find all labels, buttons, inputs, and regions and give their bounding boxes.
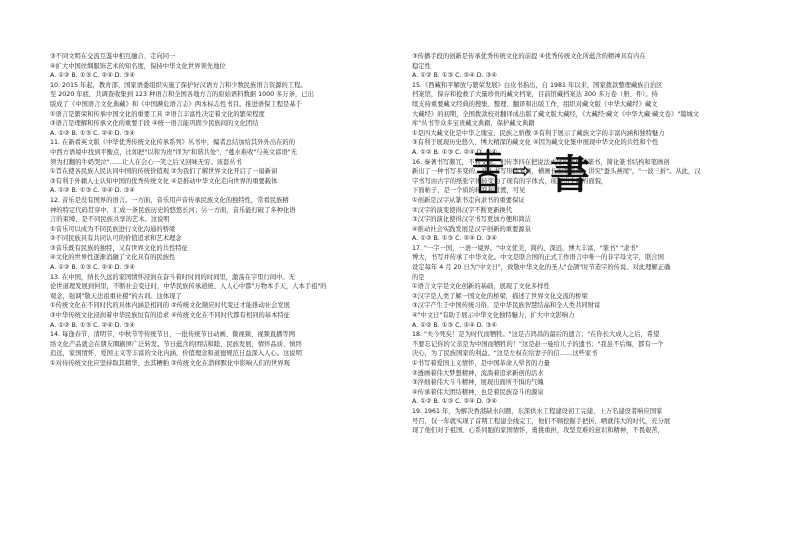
text-line: 言的束缚，是不同民族共享的艺术。这说明 — [50, 216, 170, 224]
text-line: 稳定性 — [412, 62, 431, 70]
text-line: ④文化的世界性逐渐消融了文化具有的民族性 — [50, 254, 176, 262]
text-line: ④扩大中国丝绸服饰艺术的知名度，保持中华文化世界领先地位 — [50, 62, 226, 70]
text-line: 12. 音乐是没有国界的语言。一方面，音乐用声音传承民族文化的独特性，常看民族精 — [50, 196, 289, 204]
clerical-script-glyph: 書 — [550, 151, 590, 196]
text-line: ①音乐可以成为不同民族进行文化沟通的桥梁 — [50, 225, 176, 233]
text-line: A. ①② B. ①③ C. ②④ D. ③④ — [50, 72, 135, 80]
text-line: ①书写着爱国主义情怀，是中国革命人晕省的力量 — [412, 360, 550, 367]
text-line: 19. 1961 年，为解决香港缺水问题，东深供水工程建设初工完建，上万名建设者响应国家 — [412, 407, 663, 415]
text-line: A. ①② B. ①③ C. ②④ D. ③④ — [50, 321, 135, 329]
left-column — [50, 52, 388, 369]
text-line: ③有利于外籍人士认知中国的优秀传统文化 ④是推动中华文化走向世界的重要载体 — [50, 177, 278, 185]
text-line: ①语言文字是文化创新的基础，展现了文化多样性 — [412, 283, 550, 291]
text-line: ④推动社会实践发展是汉字创新的重要源泉 — [412, 225, 531, 233]
text-line: 决心，为了民族国家的利益。"这是左权在给妻子的信……这些家书 — [412, 350, 598, 358]
text-line: 17. "一字一国，一语一境界。"中文优美、简约、深远，博大丰富，"篆书" "隶书" — [412, 244, 639, 252]
text-line: ①是四大藏文化是中华之瑰宝、民族之骄傲 ②有利于展示了藏族文字的丰富内涵和独特魅力 — [412, 129, 665, 137]
text-line: 新出了一种书写多变的，减小书写形体笔画，横画长而宽直截，讲究"蚕头燕尾"，"一波三折"。从此，汉 — [412, 168, 701, 176]
text-line: 须为打翻的牛奶哭泣"……让人在会心一笑之后又回味无穷。该套丛书 — [50, 158, 242, 166]
text-line: A. ①② B. ①③ C. ②④ D. ③④ — [412, 235, 497, 243]
text-line: 大藏经》的初期，全国拨款校对翻译成出版了藏文版大藏经，《大藏经·藏文《中华大藏·藏文卷》"篇城文 — [412, 110, 700, 118]
text-line: 下面帖子，是一个质的转变和过渡，可见 — [412, 187, 526, 195]
text-line: ③不同文明在交流互鉴中相互融合、走向同一 — [50, 53, 176, 60]
text-line: 现了他们对于祖国、心系同胞的家国情怀，勇挑重担，攻坚克难的意识和精神，不畏艰苦， — [412, 427, 664, 435]
text-line: 追远，家国情怀、爱国主义等丰富的文化内涵，价值理念和道德规范日益深入人心。这说明 — [50, 350, 302, 358]
text-line: ③有利于展现历史悠久、博大精深的藏文化 ④因为藏文化集中展现中华文化的共性和个性 — [412, 139, 659, 147]
text-line: ①旨在使各民族人民认同中国的传统价值观 ②为我们了解世界文化开启了一扇新窗 — [50, 168, 278, 176]
text-line: ④传承着伟大团结精神，也是着民族奋斗的源泉 — [412, 388, 544, 396]
text-line: 不要忘记你的父亲是为中国而牺牲的！"这是赵一曼给儿子的遗书；"我虽不后悔，都有一个 — [412, 340, 664, 348]
text-line: 字书写由古字的纸张字体转变为了现有的字体式，现现出全新的面貌， — [412, 177, 608, 185]
right-column — [412, 52, 750, 436]
text-line: ②汉字的演变使得汉字不断更新换代 — [412, 206, 513, 214]
text-line: 10. 2015 年起，教育部、国家语委组织实施了保护好汉语方言和少数民族语言资源的工程。 — [50, 81, 307, 89]
text-line: 论世道理发展到何里，不断社会变迁时，中华民族传承道统、人人心中都"万物本手天，人本手祖"的 — [50, 283, 327, 291]
text-line: 18. "夫今死矣！是为时代而牺牲。"这是吉鸿昌的最后的遗言；"在你长大成人之后，希望 — [412, 331, 660, 339]
text-line: 续支持重要藏文经典的搜集、整理、翻译和出版工作，组织对藏文版《中华大藏经》藏文 — [412, 100, 658, 108]
text-line: ③音乐既有民族的独特，又有世界文化的共性特征 — [50, 244, 188, 252]
text-line: 档案馆，保存和抢救了大量珍贵的藏文档案，目前馆藏档案达 300 多万卷（册、件）。持 — [412, 91, 658, 99]
text-line: 库"丛书等众多宝贵藏文典籍，保护藏文典籍 — [412, 120, 535, 128]
text-line: ①创新是汉字从篆书走向隶书的重要保证 — [412, 196, 525, 204]
text-line: ①对待传统文化应坚持取其精华、去其糟粕 ②传统文化在潜移默化中影响人们的世界观 — [50, 360, 290, 367]
exam-page — [50, 52, 750, 512]
text-line: ③语言是理解和传承文化的重要手段 ④统一语言能巩固少民族间的文化团结 — [50, 120, 259, 128]
text-line: ②透画着伟大梦想精神，流淌着追求新创的活水 — [412, 369, 544, 377]
text-line: 观念，强调"敬天法祖重社稷"的古训。这体现了 — [50, 292, 182, 300]
seal-to-clerical-figure — [458, 148, 608, 196]
text-line: 号召，仅一年就实现了首期工程建全线完工，他们不顾挖掘手把折，晒就伟大的时代，充分展 — [412, 417, 671, 425]
text-line: A. ①② B. ①③ C. ②④ D. ③④ — [50, 187, 135, 195]
text-line: A. ①② B. ①③ C. ②④ D. ③④ — [412, 398, 497, 406]
text-line: A. ①② B. ①③ C. ②④ D. ③④ — [50, 129, 135, 137]
seal-script-glyph — [474, 150, 502, 192]
text-line: ③中华传统文化浸润着中华民族恒有的追求 ④传统文化在不同时代都有相同的基本特征 — [50, 312, 290, 320]
text-line: ④"中文日"有助于展示中华文化独特魅力，扩大中文影响力 — [412, 312, 575, 320]
text-line: 的是 — [412, 273, 425, 281]
text-line: 13. 在中国，纳长久远的家国情怀浸润在奋斗着时时间的时间里，激荡在字里行间中。无 — [50, 273, 296, 281]
script-evolution-graphic — [458, 148, 608, 196]
text-line: 络文化产品就会在朋友圈刷屏广泛转发。节日蕴含的团结和睦、民族发展，情怀品质、慎终 — [50, 340, 302, 348]
text-line: ②汉字是人类了解一国文化的桥梁，描述了世界文化交流的桥梁 — [412, 292, 588, 300]
text-line: 15.《西藏和平解放与繁荣发展》白皮书指出，自 1981 年以来，国家拨款整理藏族自治区 — [412, 81, 663, 89]
text-line: 11. 在新看英文版《中华优秀传统文化传承系列》丛书中，编者总结加给其外外出在的的 — [50, 139, 296, 147]
text-line: A. ①② B. ①③ C. ②④ D. ③④ — [412, 321, 497, 329]
text-line: A. ①② B. ①③ C. ②④ D. ③④ — [412, 148, 497, 156]
text-line: ①传统文化在不同时代的具体内涵是相同的 ②传统文化顺应时代变迁才能推动社会发展 — [50, 302, 290, 310]
text-line: ③传播手段的创新是传承优秀传统文化的前提 ④优秀传统文化所蕴含的精神具有内在 — [412, 53, 646, 60]
text-line: 博大，书写并传承了中华文化。中文是联合国的正式工作语言中唯一的非字母文字，联合国 — [412, 254, 664, 262]
text-line: 版成了《中国语言文化典藏》和《中国濒危语言志》两本标志性书目。推进语保工程是基于 — [50, 100, 302, 108]
text-line: ②不同民族具有共同认可的价值追求和艺术理念 — [50, 235, 182, 243]
text-line: 14. 每逢春节、清明节、中秋节等传统节日，一批传统节日动画、微视频、视频直播等网 — [50, 331, 296, 339]
text-line: 16. 秦著书写颇冗，不利交流。相传李四在把说法式这的所成的篆书，简化篆书结构和笔画创 — [412, 158, 670, 166]
text-line: 神的特定代码贯穿中，汇成一条民族历史的悠悠长河；另一方面，音乐能打破了多种化语 — [50, 206, 296, 214]
text-line: ①语言是繁荣和传承中国文化的重要工具 ②语言丰富性决定着文化的繁荣程度 — [50, 110, 265, 118]
text-line: ③汉字的演化使得汉字书写更加方便和简洁 — [412, 216, 531, 224]
text-line: 设定每年 4 月 20 日为"中文日"，致敬中华文化的圣人"仓颉"时节造字的传说。对此理解正确 — [412, 264, 671, 272]
text-line: ③淬细着伟大斗斗精神，展现出面所不惧的气魄 — [412, 379, 544, 387]
text-line: A. ①② B. ①③ C. ②④ D. ③④ — [412, 72, 497, 80]
text-line: 至 2020 年底，共调查收集到 123 种语言和全国各地方言的原始语料数据 1000 多万条，已出 — [50, 91, 314, 99]
text-line: A. ①② B. ①③ C. ②④ D. ③④ — [50, 264, 135, 272]
text-line: 中西方语境中找到平衡点，比如把"以和为贵"译为"和谐共处"、"蔓水难收"与英文谚语"无 — [50, 148, 297, 156]
arrow-glyph: ⇨ — [512, 159, 531, 184]
text-line: ③汉字产生于中国传统习俗，是中华民族智慧结晶和全人类共同财富 — [412, 302, 601, 310]
